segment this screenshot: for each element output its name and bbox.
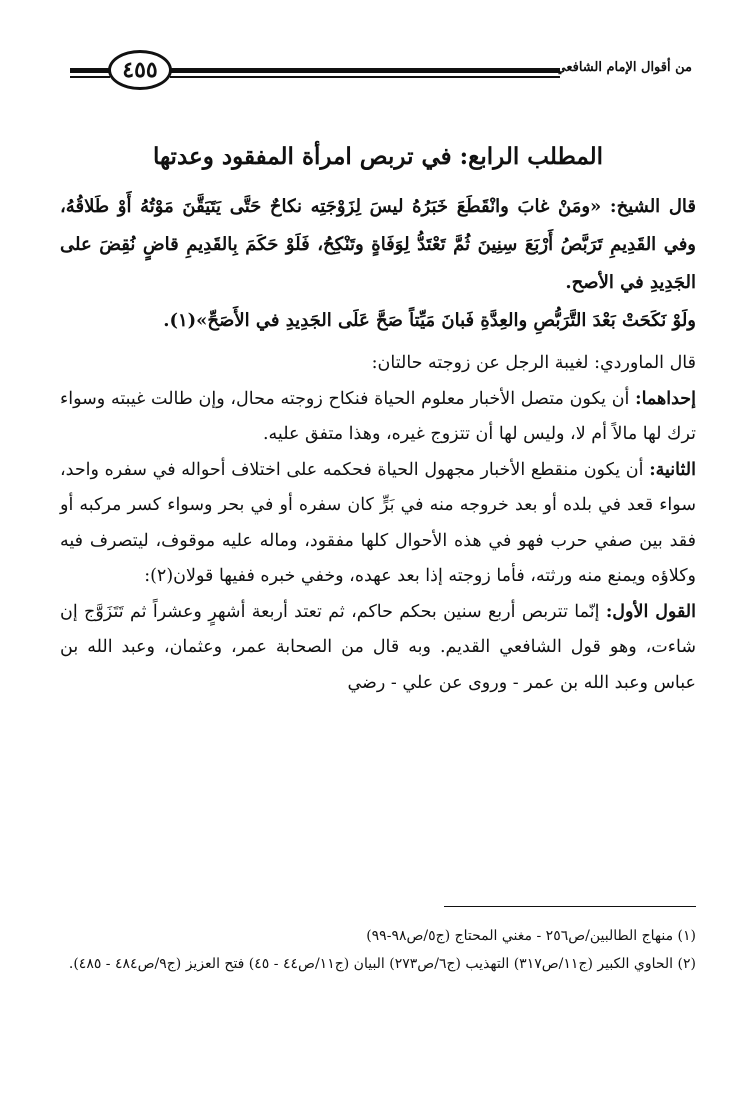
page-header bbox=[70, 46, 692, 104]
footnotes bbox=[60, 922, 696, 978]
paragraph-first-case bbox=[60, 382, 696, 453]
paragraph-mawardi: قال الماوردي: لغيبة الرجل عن زوجته حالتان: bbox=[371, 353, 696, 373]
first-case-label: إحداهما: bbox=[635, 388, 696, 409]
paragraph-first-opinion bbox=[60, 595, 696, 702]
quote-paragraph-2: ولَوْ نَكَحَتْ بَعْدَ التَّرَبُّصِ والعِدَّةِ فَبانَ مَيِّتاً صَحَّ عَلَى الجَدِيدِ في الأَصَحِّ»(١). bbox=[163, 310, 696, 331]
first-case-text: أن يكون متصل الأخبار معلوم الحياة فنكاح زوجته محال، وإن طالت غيبته وسواء ترك لها مالاً أم لا، وليس لها أن تتزوج غيره، وهذا متفق عليه. bbox=[60, 388, 696, 444]
first-opinion-text: إنّما تتربص أربع سنين بحكم حاكم، ثم تعتد أربعة أشهرٍ وعشراً ثم تَتَزَوَّج إن شاءت، وهو قول الشافعي القديم. وبه قال من الصحابة عمر، وعثمان، وعبد الله بن عباس وعبد الله بن عمر - وروى عن علي - رضي bbox=[60, 601, 696, 693]
quote-paragraph-1: قال الشيخ: «ومَنْ غابَ وانْقَطَعَ خَبَرُهُ ليسَ لِزَوْجَتِه نكاحٌ حَتَّى يَتَيَقَّنَ مَوْتُهُ أَوْ طَلاقُهُ، وفي القَدِيمِ تَرَبَّصُ أَرْبَعَ سِنِينَ ثُمَّ تَعْتَدُّ لِوَفَاةٍ وتَنْكِحُ، فَلَوْ حَكَمَ بِالقَدِيمِ قاضٍ نُقِضَ على الجَدِيدِ في الأصح. bbox=[60, 196, 696, 293]
first-opinion-label: القول الأول: bbox=[605, 601, 696, 622]
second-case-text: أن يكون منقطع الأخبار مجهول الحياة فحكمه على اختلاف أحواله في سفره واحد، سواء قعد في بلده أو بعد خروجه منه في بَرٍّ كان سفره أو في بحر وسواء كسر مركبه أو فقد بين صفي حرب فهو في هذه الأحوال كلها مفقود، وماله عليه موقوف، ليتصرف فيه وكلاؤه ويمنع منه ورثته، فأما زوجته إذا بعد عهده، وخفي خبره ففيها قولان(٢): bbox=[60, 459, 696, 586]
header-rule bbox=[170, 68, 560, 82]
footnote-1: (١) منهاج الطالبين/ص٢٥٦ - مغني المحتاج (ج٥/ص٩٨-٩٩) bbox=[366, 928, 696, 944]
footnote-2: (٢) الحاوي الكبير (ج١١/ص٣١٧) التهذيب (ج٦/ص٢٧٣) البيان (ج١١/ص٤٤ - ٤٥) فتح العزيز (ج٩/ص٤٨٤ - ٤٨٥). bbox=[68, 956, 696, 972]
footnote-separator bbox=[444, 906, 696, 907]
header-left-rule bbox=[70, 68, 110, 82]
running-title: من أقوال الإمام الشافعي bbox=[555, 60, 692, 75]
main-text bbox=[60, 130, 696, 701]
paragraph-second-case bbox=[60, 453, 696, 595]
section-heading: المطلب الرابع: في تربص امرأة المفقود وعدتها bbox=[152, 143, 604, 170]
second-case-label: الثانية: bbox=[649, 459, 696, 480]
page-number: ٤٥٥ bbox=[108, 50, 172, 90]
